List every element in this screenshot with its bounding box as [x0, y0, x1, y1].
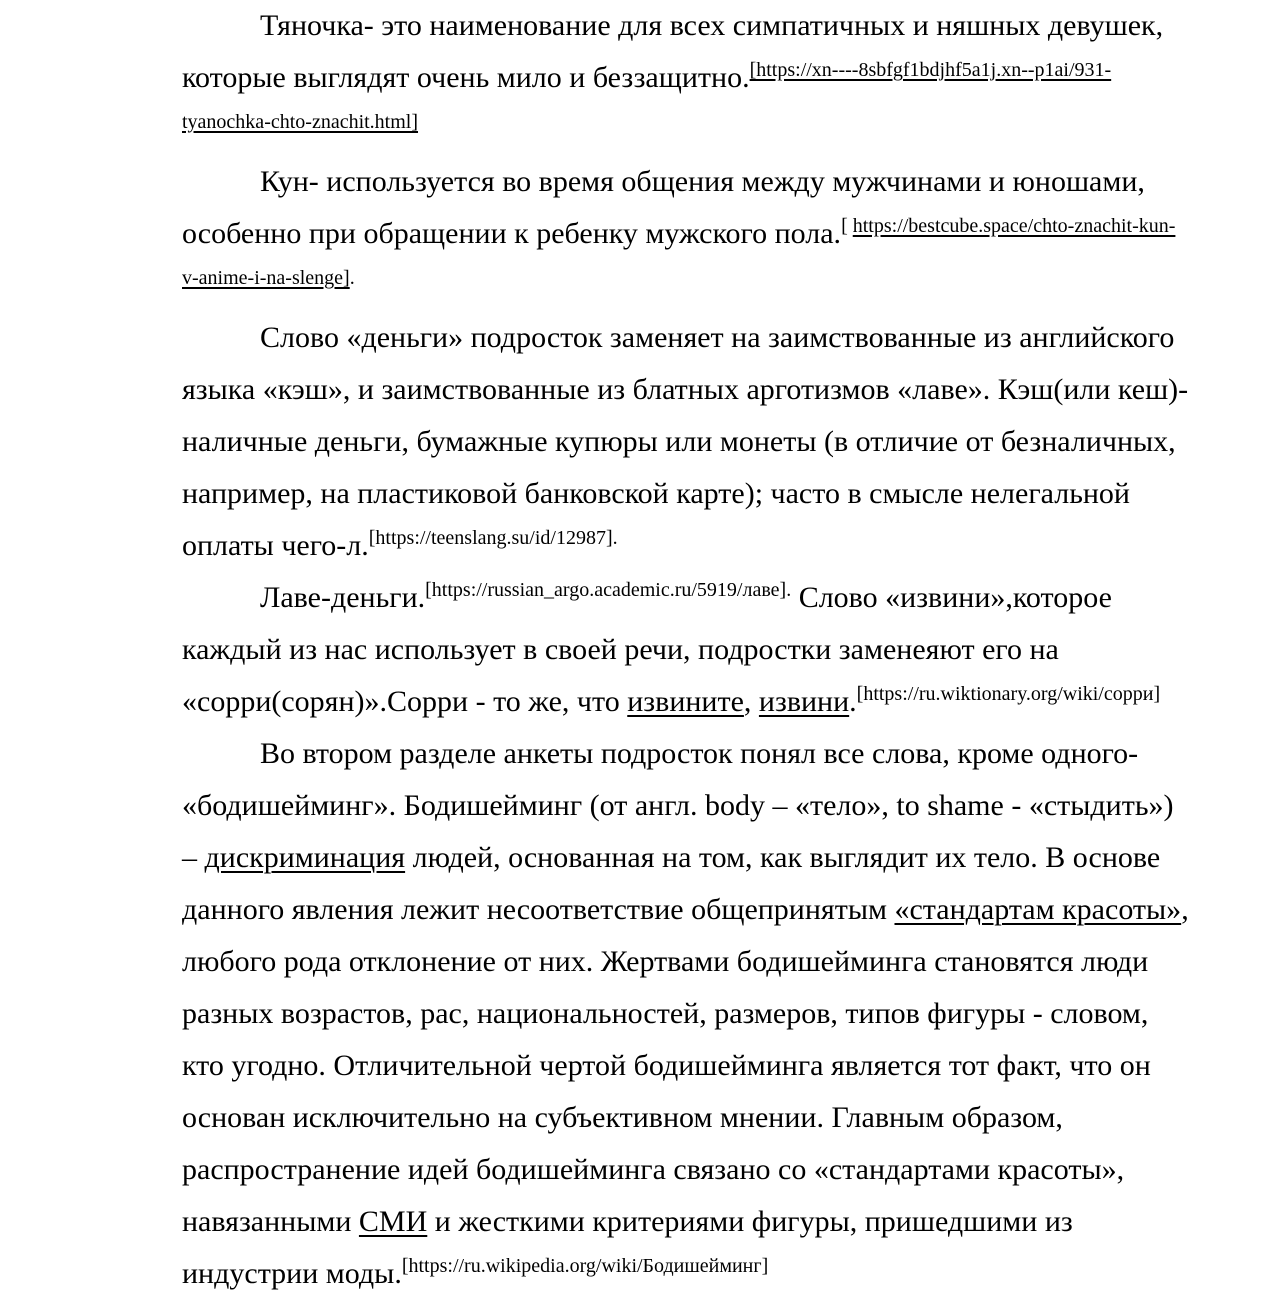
citation: [https://ru.wiktionary.org/wiki/сорри]: [856, 683, 1161, 705]
inline-link[interactable]: «стандартам красоты»: [894, 893, 1182, 926]
citation-link[interactable]: [https://xn----8sbfgf1bdjhf5a1j.xn--p1ai/931-tyanochka-chto-znachit.html]: [182, 59, 1112, 133]
text-run: Лаве-деньги.: [260, 581, 426, 614]
text-run: .: [849, 685, 857, 718]
inline-link[interactable]: дискриминация: [204, 841, 406, 874]
document-page: [182, 0, 1192, 1300]
inline-link[interactable]: извините: [627, 685, 744, 718]
text-run: Тяночка- это наименование для всех симпатичных и няшных девушек, которые выглядят очень мило и беззащитно.: [182, 9, 1164, 94]
paragraph: [182, 312, 1192, 572]
text-run: Во втором разделе анкеты подросток понял все слова, кроме одного- «бодишейминг». Бодишейминг (от англ. body – «тело», to shame - «стыдить») –: [182, 737, 1174, 874]
citation: .: [349, 267, 355, 289]
inline-link[interactable]: извини: [758, 685, 850, 718]
text-run: и жесткими критериями фигуры, пришедшими из индустрии моды.: [182, 1205, 1073, 1290]
text-run: Кун- используется во время общения между мужчинами и юношами, особенно при обращении к ребенку мужского пола.: [182, 165, 1145, 250]
text-run: , любого рода отклонение от них. Жертвами бодишейминга становятся люди разных возрастов, рас, национальностей, размеров, типов фигуры - словом, кто угодно. Отличительной чертой бодишейминга является тот факт, что он основан исключительно на субъективном мнении. Главным образом, распространение идей бодишейминга связано со «стандартами красоты», навязанными: [182, 893, 1189, 1238]
text-run: ,: [743, 685, 759, 718]
text-run: Слово «извини»,которое каждый из нас использует в своей речи, подростки заменеяют его на «сорри(сорян)».Сорри - то же, что: [182, 581, 1112, 718]
paragraph: [182, 156, 1192, 312]
citation-link[interactable]: https://bestcube.space/chto-znachit-kun-v-anime-i-na-slenge]: [182, 215, 1176, 289]
citation: [https://russian_argo.academic.ru/5919/лаве].: [425, 579, 792, 601]
citation: [https://teenslang.su/id/12987].: [368, 527, 618, 549]
paragraph: [182, 728, 1192, 1300]
inline-link[interactable]: СМИ: [358, 1205, 428, 1238]
text-run: Слово «деньги» подросток заменяет на заимствованные из английского языка «кэш», и заимствованные из блатных арготизмов «лаве». Кэш(или кеш)-наличные деньги, бумажные купюры или монеты (в отличие от безналичных, например, на пластиковой банковской карте); часто в смысле нелегальной оплаты чего-л.: [182, 321, 1189, 562]
citation: [: [841, 215, 853, 237]
text-run: людей, основанная на том, как выглядит их тело. В основе данного явления лежит несоответствие общепринятым: [182, 841, 1161, 926]
citation: [https://ru.wikipedia.org/wiki/Бодишейминг]: [401, 1255, 769, 1277]
paragraph: [182, 572, 1192, 728]
paragraph: [182, 0, 1192, 156]
